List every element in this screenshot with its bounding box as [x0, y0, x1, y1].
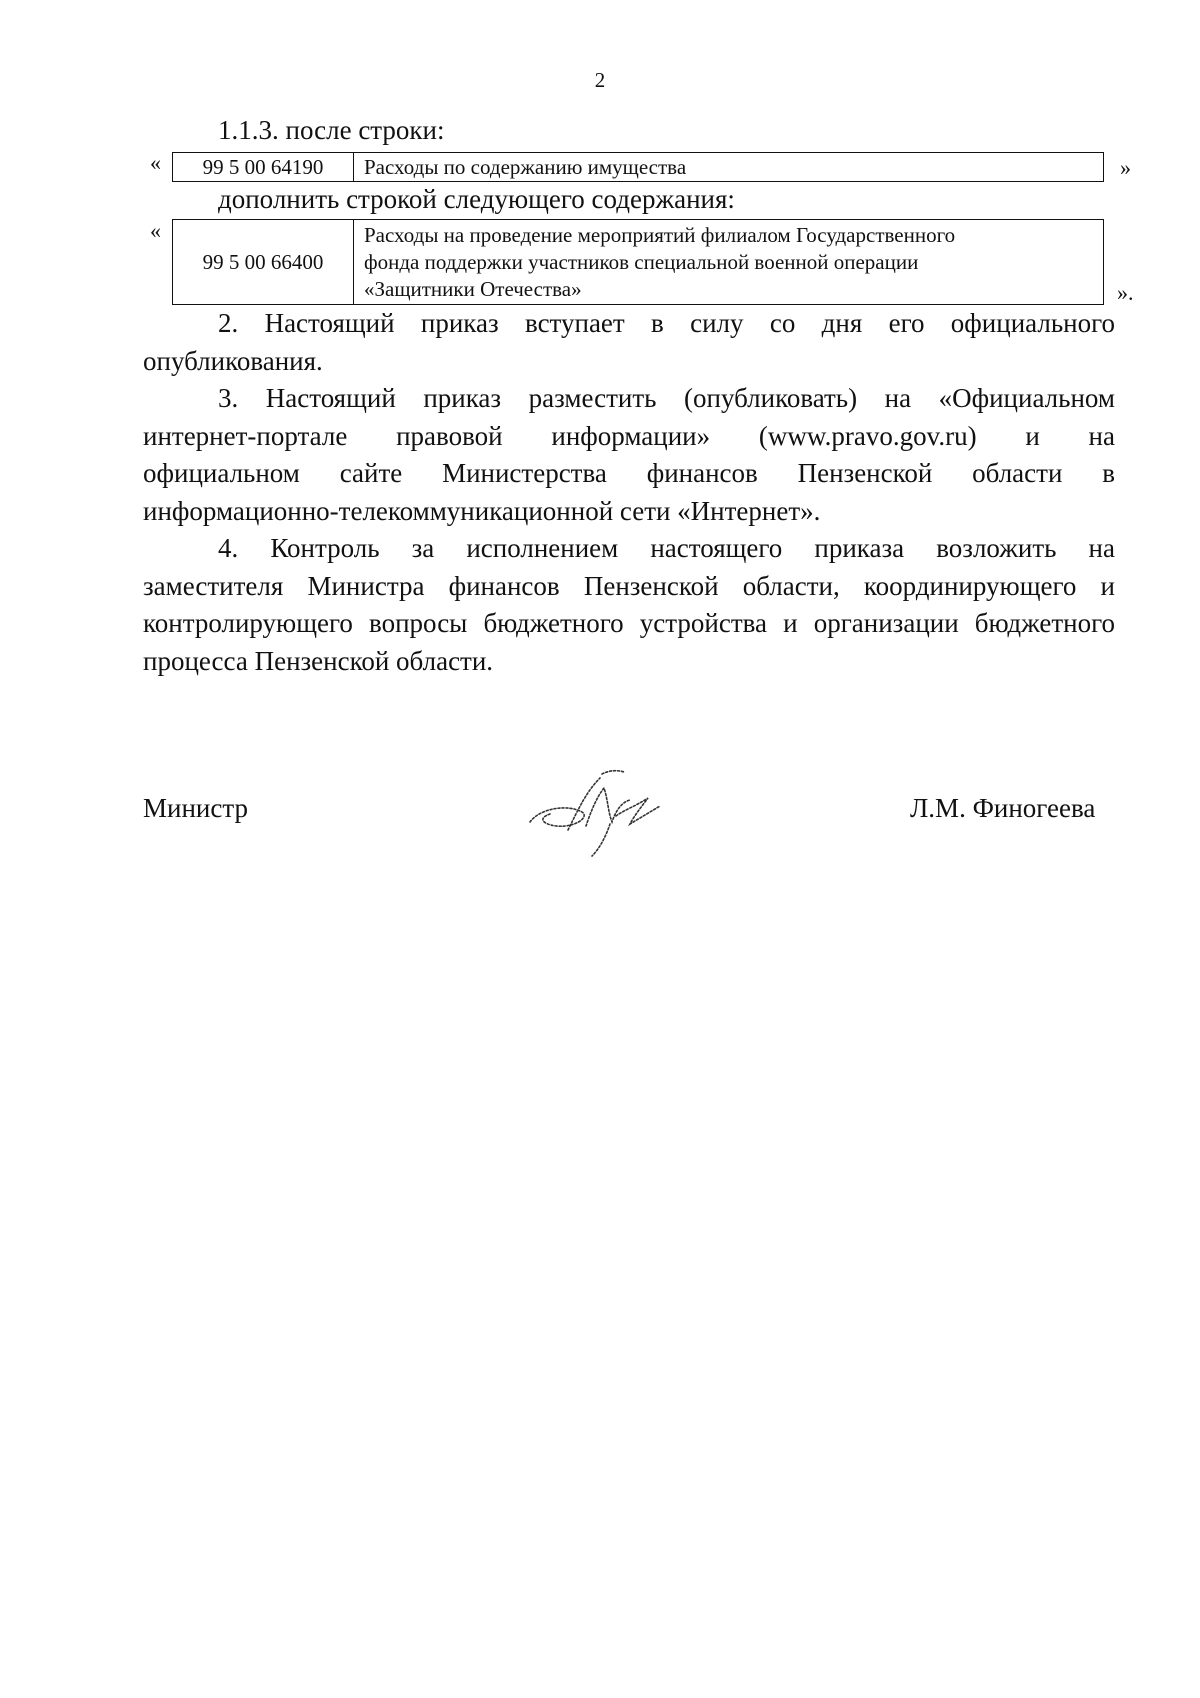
- paragraph-line: опубликования.: [143, 345, 323, 376]
- open-quote-2: «: [150, 218, 161, 243]
- description-line: фонда поддержки участников специальной военной операции: [364, 249, 919, 274]
- open-quote-1: «: [150, 150, 161, 175]
- close-quote-1: »: [1120, 155, 1131, 180]
- budget-code-cell: 99 5 00 66400: [173, 220, 354, 305]
- page-number: 2: [594, 68, 606, 92]
- close-quote-2: ».: [1117, 280, 1134, 305]
- supplement-text: дополнить строкой следующего содержания:: [218, 184, 735, 214]
- paragraph-line: официальном сайте Министерства финансов Пензенской области в: [143, 458, 1115, 488]
- description-line: Расходы на проведение мероприятий филиалом Государственного: [364, 222, 956, 247]
- signature-role: Министр: [143, 793, 248, 823]
- budget-code-cell: 99 5 00 64190: [173, 153, 354, 182]
- table-row: [173, 220, 1104, 305]
- paragraph-line: контролирующего вопросы бюджетного устройства и организации бюджетного: [143, 608, 1115, 638]
- paragraph-line: 3. Настоящий приказ разместить (опубликовать) на «Официальном: [218, 383, 1115, 413]
- signature-name: Л.М. Финогеева: [910, 793, 1096, 823]
- paragraph-3: [143, 380, 1115, 530]
- new-row-table: [172, 219, 1104, 305]
- paragraph-line: информационно-телекоммуникационной сети «Интернет».: [143, 495, 821, 526]
- budget-description-cell: Расходы по содержанию имущества: [354, 153, 1104, 182]
- paragraph-line: интернет-портале правовой информации» (www.pravo.gov.ru) и на: [143, 420, 1115, 451]
- description-line: «Защитники Отечества»: [364, 276, 582, 301]
- paragraph-4: [143, 530, 1115, 680]
- budget-description-cell: [354, 220, 1104, 305]
- paragraph-line: процесса Пензенской области.: [143, 645, 494, 676]
- table-row: [173, 153, 1104, 182]
- paragraph-line: 2. Настоящий приказ вступает в силу со дня его официального: [218, 308, 1115, 338]
- handwritten-signature-icon: [520, 760, 670, 860]
- paragraph-2: [143, 305, 1115, 380]
- paragraph-line: 4. Контроль за исполнением настоящего приказа возложить на: [218, 533, 1115, 563]
- clause-heading: 1.1.3. после строки:: [218, 115, 445, 145]
- existing-row-table: [172, 152, 1104, 182]
- paragraph-line: заместителя Министра финансов Пензенской области, координирующего и: [143, 570, 1115, 601]
